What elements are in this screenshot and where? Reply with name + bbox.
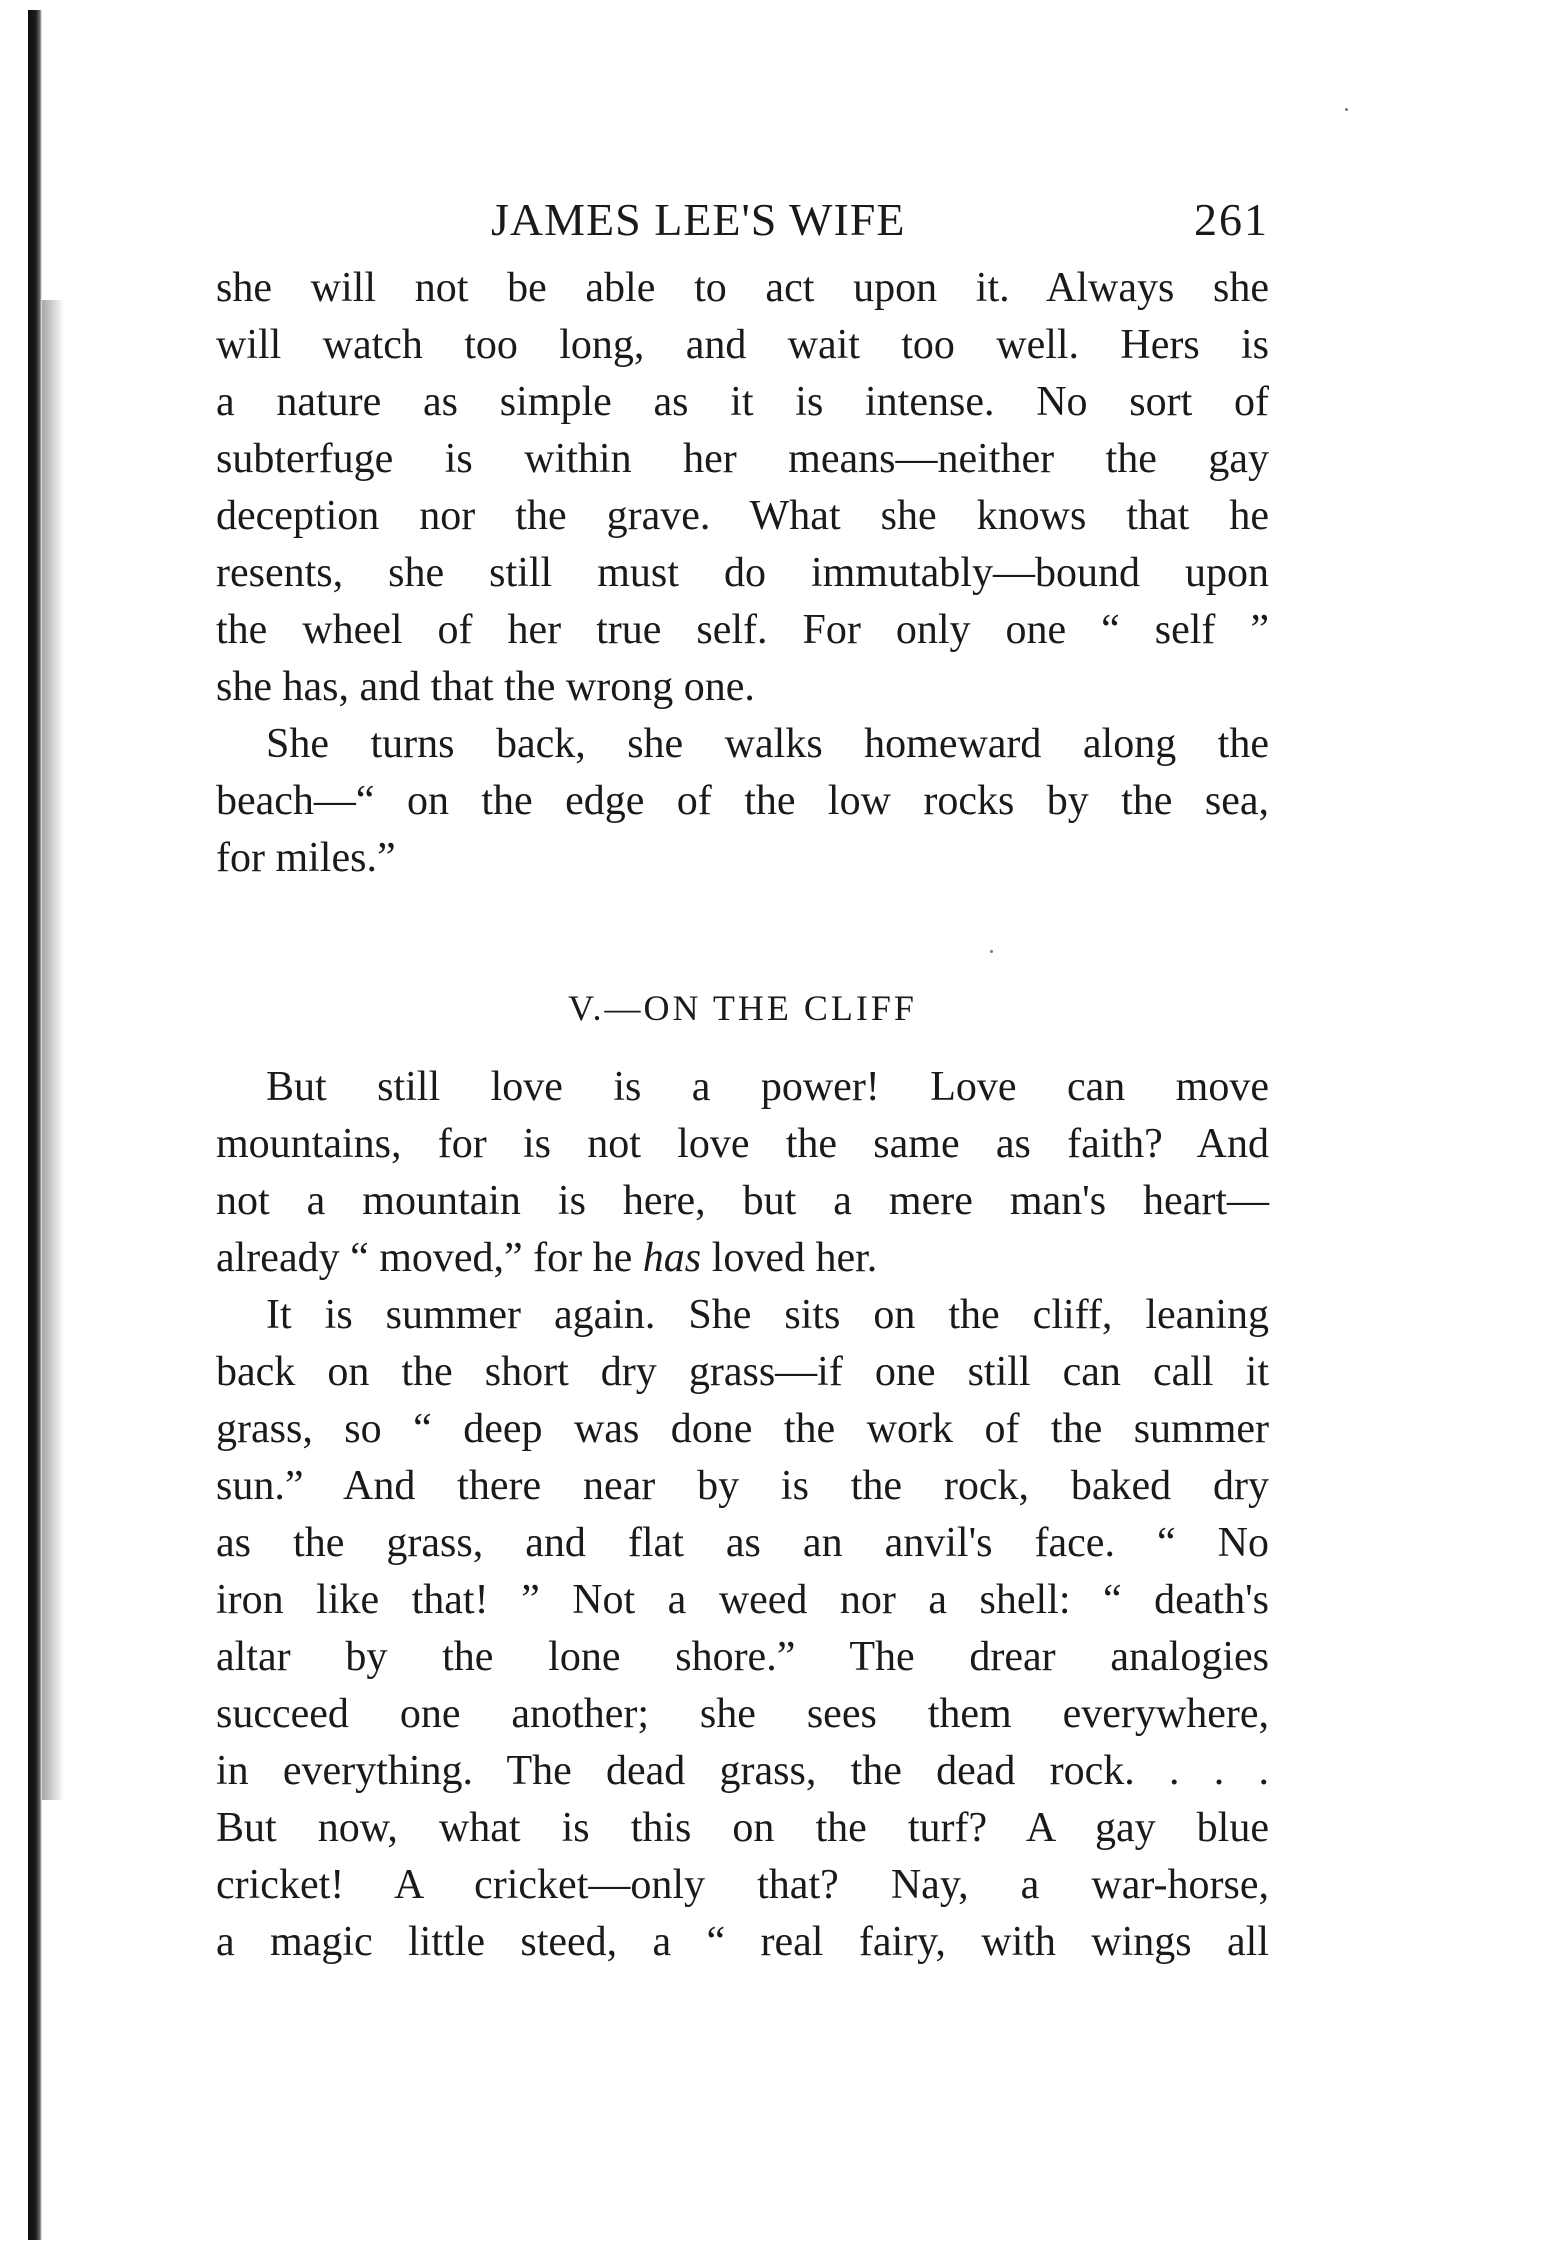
text-line: not a mountain is here, but a mere man's heart— [216, 1178, 1269, 1224]
page-number: 261 [1194, 194, 1269, 245]
text-line [216, 1230, 1269, 1287]
running-title: JAMES LEE'S WIFE [491, 194, 906, 245]
section-heading: V.—ON THE CLIFF [568, 988, 917, 1028]
text-line: she will not be able to act upon it. Always she [216, 265, 1269, 311]
text-line: resents, she still must do immutably—bound upon [216, 550, 1269, 596]
text-line: sun.” And there near by is the rock, baked dry [216, 1463, 1269, 1509]
text-line: the wheel of her true self. For only one “ self ” [216, 607, 1269, 653]
running-head [216, 180, 1269, 260]
text-line: iron like that! ” Not a weed nor a shell: “ death's [216, 1577, 1269, 1623]
text-line: deception nor the grave. What she knows that he [216, 493, 1269, 539]
paper-speck [1345, 108, 1348, 111]
book-page [216, 180, 1269, 1971]
text-line: succeed one another; she sees them everywhere, [216, 1691, 1269, 1737]
text-line: cricket! A cricket—only that? Nay, a war-horse, [216, 1862, 1269, 1908]
text-line: But still love is a power! Love can move [266, 1064, 1269, 1110]
text-line: But now, what is this on the turf? A gay blue [216, 1805, 1269, 1851]
text-line: back on the short dry grass—if one still can call it [216, 1349, 1269, 1395]
text-line: It is summer again. She sits on the cliff, leaning [266, 1292, 1269, 1338]
text-line: grass, so “ deep was done the work of the summer [216, 1406, 1269, 1452]
binding-shadow [42, 300, 64, 1800]
text-line: beach—“ on the edge of the low rocks by the sea, [216, 778, 1269, 824]
text-line: altar by the lone shore.” The drear analogies [216, 1634, 1269, 1680]
emphasized-word: has [642, 1235, 702, 1281]
text-run: loved her. [701, 1235, 878, 1281]
text-line: for miles.” [216, 835, 396, 881]
text-line: will watch too long, and wait too well. Hers is [216, 322, 1269, 368]
paragraph [216, 1059, 1269, 1287]
text-line: she has, and that the wrong one. [216, 664, 755, 710]
text-line: a magic little steed, a “ real fairy, with wings all [216, 1919, 1269, 1965]
text-run: already “ moved,” for he [216, 1235, 643, 1281]
text-line: in everything. The dead grass, the dead rock. . . . [216, 1748, 1269, 1794]
paragraph [216, 716, 1269, 887]
text-line: a nature as simple as it is intense. No sort of [216, 379, 1269, 425]
paragraph [216, 1287, 1269, 1971]
paragraph-continued [216, 260, 1269, 716]
book-binding-edge [28, 10, 42, 2240]
text-line: mountains, for is not love the same as faith? And [216, 1121, 1269, 1167]
text-line: subterfuge is within her means—neither the gay [216, 436, 1269, 482]
text-line: as the grass, and flat as an anvil's face. “ No [216, 1520, 1269, 1566]
text-line: She turns back, she walks homeward along the [266, 721, 1269, 767]
